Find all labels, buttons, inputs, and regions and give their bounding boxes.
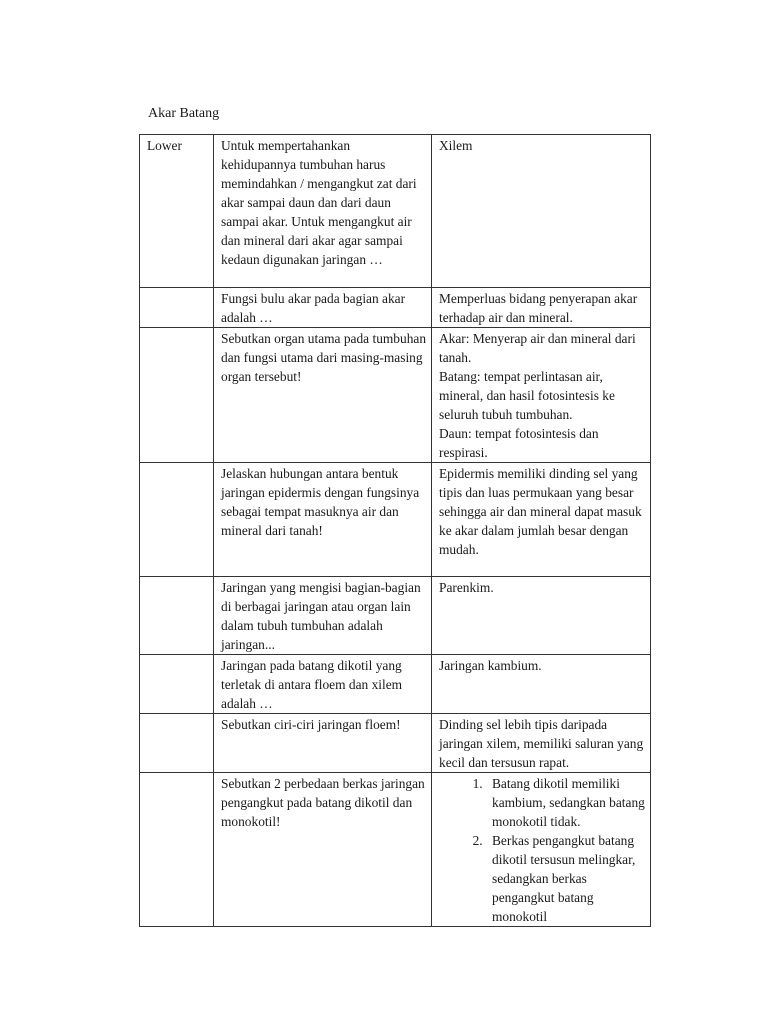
table-row (140, 328, 651, 463)
answer-cell: Memperluas bidang penyerapan akar terhadap air dan mineral. (432, 288, 651, 328)
question-cell: Untuk mempertahankan kehidupannya tumbuhan harus memindahkan / mengangkut zat dari akar sampai daun dan dari daun sampai akar. Untuk mengangkut air dan mineral dari akar agar sampai kedaun digunakan jaringan … (214, 135, 432, 288)
row-label (140, 463, 214, 577)
row-label (140, 577, 214, 655)
answer-cell: Xilem (432, 135, 651, 288)
answer-cell: Dinding sel lebih tipis daripada jaringan xilem, memiliki saluran yang kecil dan tersusun rapat. (432, 714, 651, 773)
row-label (140, 288, 214, 328)
row-label (140, 328, 214, 463)
answer-numbered-list (439, 774, 646, 926)
question-cell: Jaringan yang mengisi bagian-bagian di berbagai jaringan atau organ lain dalam tubuh tumbuhan adalah jaringan... (214, 577, 432, 655)
answer-cell: Epidermis memiliki dinding sel yang tipis dan luas permukaan yang besar sehingga air dan mineral dapat masuk ke akar dalam jumlah besar dengan mudah. (432, 463, 651, 577)
row-label (140, 714, 214, 773)
answer-cell: Jaringan kambium. (432, 655, 651, 714)
table-row (140, 463, 651, 577)
qa-table (139, 134, 651, 927)
table-row (140, 655, 651, 714)
question-cell: Sebutkan organ utama pada tumbuhan dan fungsi utama dari masing-masing organ tersebut! (214, 328, 432, 463)
question-cell: Jaringan pada batang dikotil yang terletak di antara floem dan xilem adalah … (214, 655, 432, 714)
question-cell: Sebutkan 2 perbedaan berkas jaringan pengangkut pada batang dikotil dan monokotil! (214, 773, 432, 927)
row-label (140, 773, 214, 927)
question-cell: Jelaskan hubungan antara bentuk jaringan epidermis dengan fungsinya sebagai tempat masuknya air dan mineral dari tanah! (214, 463, 432, 577)
answer-line: Daun: tempat fotosintesis dan respirasi. (439, 426, 599, 460)
row-label: Lower (140, 135, 214, 288)
list-item: 1. Batang dikotil memiliki kambium, sedangkan batang monokotil tidak. (486, 774, 646, 831)
table-row (140, 714, 651, 773)
document-heading: Akar Batang (148, 106, 220, 121)
row-label (140, 655, 214, 714)
answer-line: Akar: Menyerap air dan mineral dari tanah. (439, 331, 636, 365)
question-cell: Sebutkan ciri-ciri jaringan floem! (214, 714, 432, 773)
table-row (140, 288, 651, 328)
answer-cell (432, 773, 651, 927)
table-row (140, 577, 651, 655)
table-row (140, 135, 651, 288)
answer-line: Batang: tempat perlintasan air, mineral, dan hasil fotosintesis ke seluruh tubuh tumbuhan. (439, 369, 615, 422)
table-row (140, 773, 651, 927)
answer-cell: Parenkim. (432, 577, 651, 655)
list-item: 2. Berkas pengangkut batang dikotil tersusun melingkar, sedangkan berkas pengangkut batang monokotil (486, 831, 646, 926)
answer-cell (432, 328, 651, 463)
question-cell: Fungsi bulu akar pada bagian akar adalah … (214, 288, 432, 328)
